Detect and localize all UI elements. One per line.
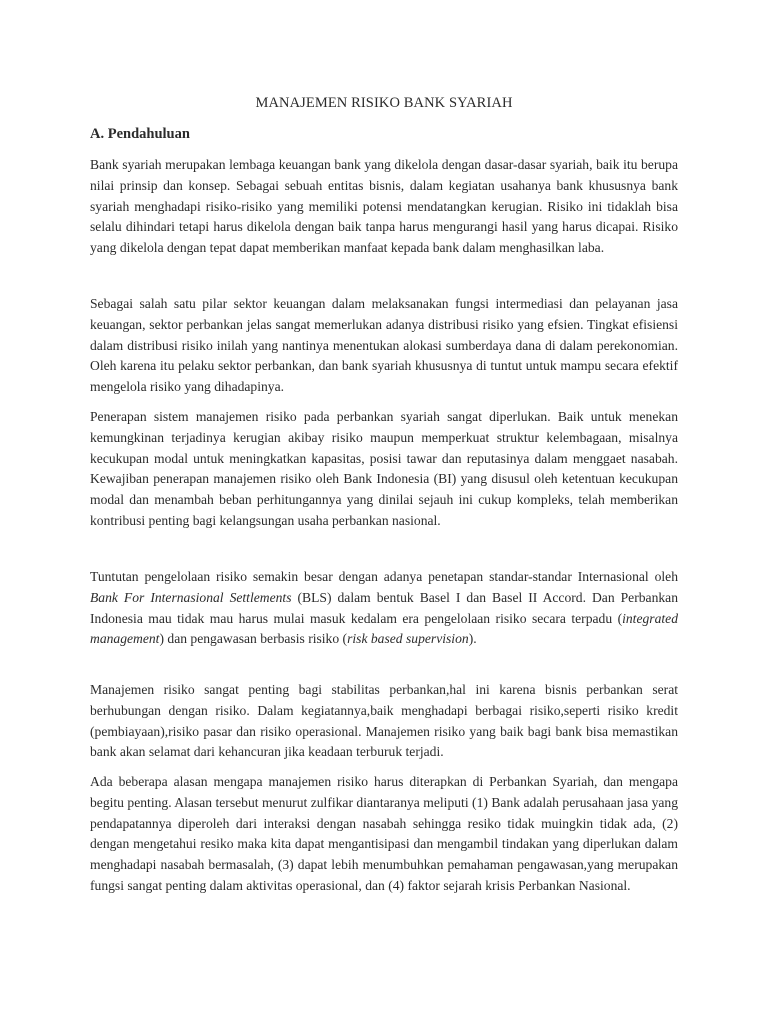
paragraph-3	[90, 407, 678, 532]
paragraph-text: Tuntutan pengelolaan risiko semakin besar dengan adanya penetapan standar-standar Internasional oleh	[90, 569, 678, 584]
italic-term-integrated-management: integrated management	[90, 610, 678, 647]
paragraph-text: Penerapan sistem manajemen risiko pada perbankan syariah sangat diperlukan. Baik untuk menekan kemungkinan terjadinya kerugian akibay risiko maupun memperkuat struktur kelembagaan, misalnya kecukupan modal untuk meningkatkan kapasitas, posisi tawar dan reputasinya dalam menggaet nasabah. Kewajiban penerapan manajemen risiko oleh Bank Indonesia (BI) yang disusul oleh ketentuan kecukupan modal dan menambah beban perhitungannya yang dinilai sejauh ini cukup kompleks, telah memberikan kontribusi penting bagi kelangsungan usaha perbankan nasional.	[90, 409, 678, 528]
document-title: MANAJEMEN RISIKO BANK SYARIAH	[255, 95, 513, 111]
italic-term-risk-based-supervision: risk based supervision	[347, 631, 469, 647]
paragraph-6	[90, 772, 678, 897]
paragraph-text: ).	[468, 631, 477, 647]
paragraph-text: Manajemen risiko sangat penting bagi stabilitas perbankan,hal ini karena bisnis perbankan serat berhubungan dengan risiko. Dalam kegiatannya,baik menghadapi berbagai risiko,seperti risiko kredit (pembiayaan),risiko pasar dan risiko operasional. Manajemen risiko yang baik bagi bank bisa memastikan bank akan selamat dari kehancuran jika keadaan terburuk terjadi.	[90, 682, 678, 760]
paragraph-text: Bank syariah merupakan lembaga keuangan bank yang dikelola dengan dasar-dasar syariah, baik itu berupa nilai prinsip dan konsep. Sebagai sebuah entitas bisnis, dalam kegiatan usahanya bank khususnya bank syariah menghadapi risiko-risiko yang memiliki potensi mendatangkan kerugian. Risiko ini tidaklah bisa selalu dihindari tetapi harus dikelola dengan baik tanpa harus mengurangi hasil yang harus dicapai. Risiko yang dikelola dengan tepat dapat memberikan manfaat kepada bank dalam menghasilkan laba.	[90, 157, 678, 256]
paragraph-1	[90, 155, 678, 259]
italic-term-bis: Bank For Internasional Settlements	[90, 589, 292, 605]
section-heading: A. Pendahuluan	[90, 126, 190, 142]
paragraph-text: (BLS) dalam bentuk Basel I dan Basel II Accord. Dan Perbankan Indonesia mau tidak mau harus mulai masuk kedalam era pengelolaan risiko secara terpadu (	[90, 589, 678, 626]
paragraph-text: Sebagai salah satu pilar sektor keuangan dalam melaksanakan fungsi intermediasi dan pelayanan jasa keuangan, sektor perbankan jelas sangat memerlukan adanya distribusi risiko yang efsien. Tingkat efisiensi dalam distribusi risiko inilah yang nantinya menentukan alokasi sumberdaya dana di dalam perekonomian. Oleh karena itu pelaku sektor perbankan, dan bank syariah khususnya di tuntut untuk mampu secara efektif mengelola risiko yang dihadapinya.	[90, 296, 678, 395]
paragraph-text: ) dan pengawasan berbasis risiko (	[159, 631, 348, 647]
paragraph-4	[90, 567, 678, 650]
paragraph-text: Ada beberapa alasan mengapa manajemen risiko harus diterapkan di Perbankan Syariah, dan mengapa begitu penting. Alasan tersebut menurut zulfikar diantaranya meliputi (1) Bank adalah perusahaan jasa yang pendapatannya diperoleh dari interaksi dengan nasabah sehingga resiko tidak muingkin tidak ada, (2) dengan mengetahui resiko maka kita dapat mengantisipasi dan mengambil tindakan yang diperlukan dalam menghadapi nasabah bermasalah, (3) dapat lebih menumbuhkan pemahaman pengawasan,yang merupakan fungsi sangat penting dalam aktivitas operasional, dan (4) faktor sejarah krisis Perbankan Nasional.	[90, 774, 678, 893]
paragraph-2	[90, 294, 678, 398]
paragraph-5	[90, 680, 678, 763]
